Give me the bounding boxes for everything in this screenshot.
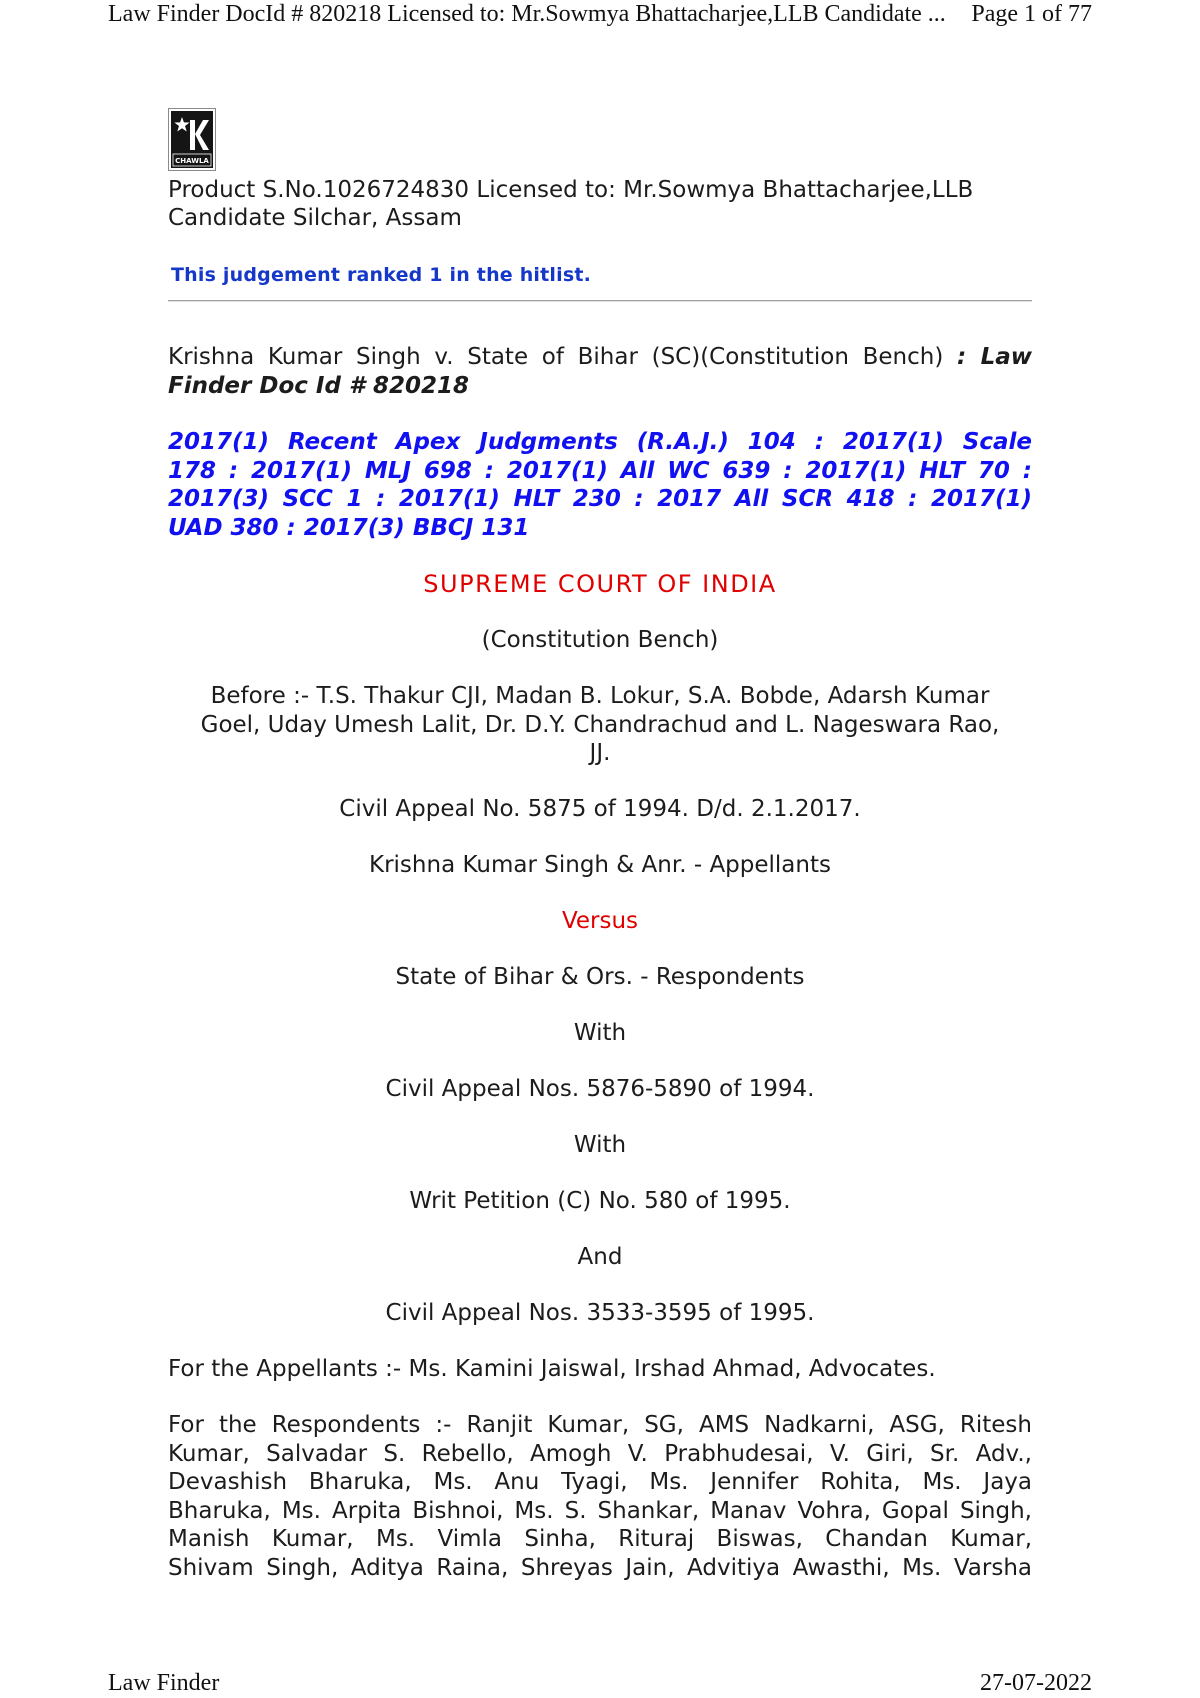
print-source: Law Finder <box>108 1670 220 1696</box>
licence-info <box>168 176 1032 232</box>
chawla-logo <box>168 108 216 171</box>
title-divider <box>168 300 1032 302</box>
case-title <box>168 343 1032 400</box>
law-finder-doc-ref: : Law Finder Doc Id # 820218 <box>168 344 1032 399</box>
case-name: Krishna Kumar Singh v. State of Bihar (SC)(Constitution Bench) <box>168 344 944 370</box>
connected-case: Civil Appeal Nos. 5876-5890 of 1994. <box>385 1076 815 1102</box>
citation-line: UAD 380 : 2017(3) BBCJ 131 <box>168 514 530 541</box>
connector-label: With <box>573 1020 627 1046</box>
appellant-party: Krishna Kumar Singh & Anr. - Appellants <box>369 852 831 878</box>
coram <box>168 682 1032 768</box>
print-page-number: Page 1 of 77 <box>971 1 1092 27</box>
connector-label: With <box>573 1132 627 1158</box>
respondent-party: State of Bihar & Ors. - Respondents <box>395 964 805 990</box>
hitlist-rank-note: This judgement ranked 1 in the hitlist. <box>171 264 592 286</box>
respondent-counsel-line: Manish Kumar, Ms. Vimla Sinha, Rituraj Biswas, Chandan Kumar, <box>168 1526 1032 1552</box>
respondent-counsel-line: Bharuka, Ms. Arpita Bishnoi, Ms. S. Shankar, Manav Vohra, Gopal Singh, <box>168 1497 1032 1524</box>
coram-line: Before :- T.S. Thakur CJI, Madan B. Lokur, S.A. Bobde, Adarsh Kumar <box>210 683 990 709</box>
respondent-counsel-line: For the Respondents :- Ranjit Kumar, SG, AMS Nadkarni, ASG, Ritesh <box>168 1412 1032 1438</box>
court-name: SUPREME COURT OF INDIA <box>423 570 777 598</box>
citations <box>168 428 1032 542</box>
appellant-counsel: For the Appellants :- Ms. Kamini Jaiswal, Irshad Ahmad, Advocates. <box>168 1356 936 1382</box>
case-number: Civil Appeal No. 5875 of 1994. D/d. 2.1.2017. <box>339 796 861 822</box>
citation-line: 2017(3) SCC 1 : 2017(1) HLT 230 : 2017 All SCR 418 : 2017(1) <box>168 486 1032 512</box>
print-doc-info: Law Finder DocId # 820218 Licensed to: Mr.Sowmya Bhattacharjee,LLB Candidate ... <box>108 1 946 27</box>
coram-line: Goel, Uday Umesh Lalit, Dr. D.Y. Chandrachud and L. Nageswara Rao, <box>200 711 1000 738</box>
versus-label: Versus <box>561 908 639 934</box>
respondent-counsel-line: Devashish Bharuka, Ms. Anu Tyagi, Ms. Jennifer Rohita, Ms. Jaya <box>168 1469 1032 1495</box>
bench-type: (Constitution Bench) <box>481 627 719 653</box>
respondent-counsel <box>168 1411 1032 1582</box>
coram-line: JJ. <box>589 740 611 766</box>
respondent-counsel-line: Shivam Singh, Aditya Raina, Shreyas Jain, Advitiya Awasthi, Ms. Varsha <box>168 1554 1032 1581</box>
citation-line: 2017(1) Recent Apex Judgments (R.A.J.) 104 : 2017(1) Scale <box>168 429 1032 455</box>
connector-label: And <box>577 1244 623 1270</box>
connected-case: Civil Appeal Nos. 3533-3595 of 1995. <box>385 1300 815 1326</box>
citation-line: 178 : 2017(1) MLJ 698 : 2017(1) All WC 639 : 2017(1) HLT 70 : <box>168 457 1032 484</box>
respondent-counsel-line: Kumar, Salvadar S. Rebello, Amogh V. Prabhudesai, V. Giri, Sr. Adv., <box>168 1440 1032 1467</box>
connected-case: Writ Petition (C) No. 580 of 1995. <box>409 1188 791 1214</box>
licence-line: Candidate Silchar, Assam <box>168 205 462 231</box>
print-header <box>108 1 1092 27</box>
print-date: 27-07-2022 <box>980 1670 1092 1696</box>
document-body <box>168 108 1032 1582</box>
logo-text: CHAWLA <box>175 157 209 165</box>
print-footer <box>108 1670 1092 1696</box>
licence-line: Product S.No.1026724830 Licensed to: Mr.Sowmya Bhattacharjee,LLB <box>168 177 974 203</box>
